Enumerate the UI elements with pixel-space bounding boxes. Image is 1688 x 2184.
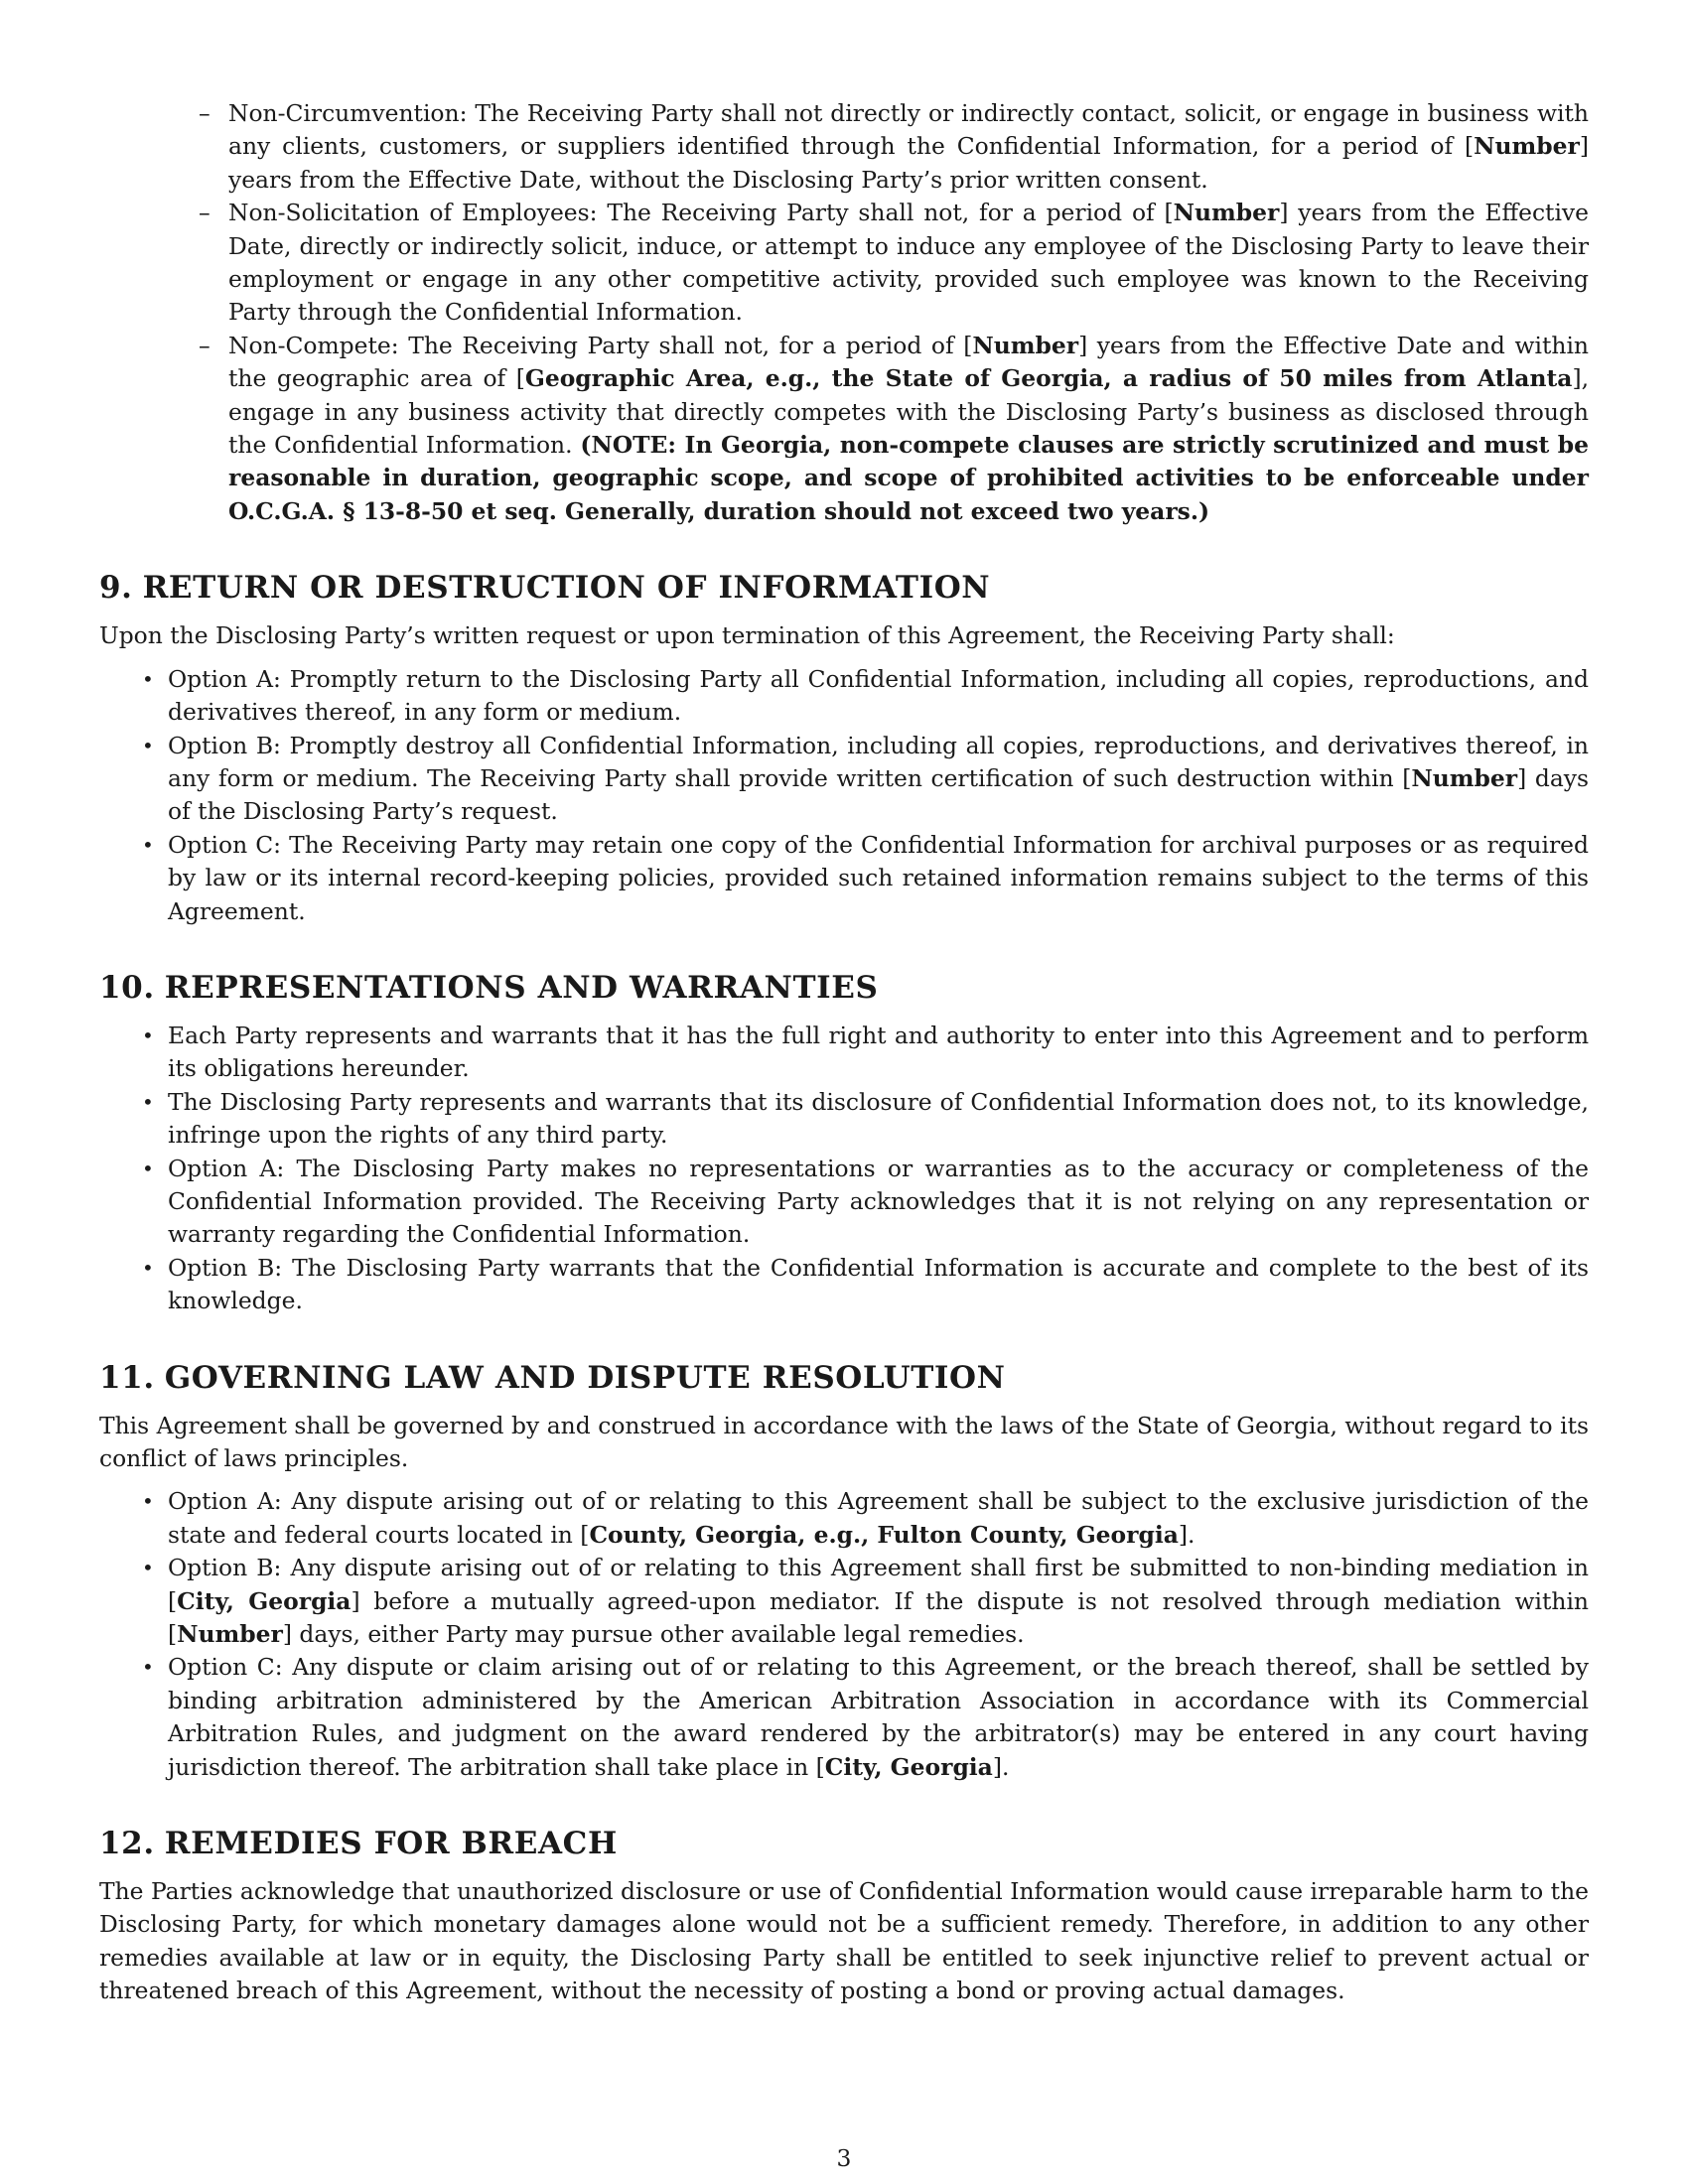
section-heading: [99, 968, 1589, 1008]
text-segment: Non-Circumvention: The Receiving Party shall not directly or indirectly contact, solicit, or engage in business with any clients, customers, or suppliers identified through the Confidential Information, for a period of [: [228, 99, 1589, 161]
bold-text: City, Georgia: [177, 1586, 352, 1615]
list-marker: •: [142, 1655, 154, 1680]
list-item: [142, 1020, 1589, 1086]
list-item: [142, 1252, 1589, 1318]
text-segment: Option A: Any dispute arising out of or relating to this Agreement shall be subject to the exclusive jurisdiction of the state and federal courts located in [: [168, 1487, 1589, 1549]
list-item: [142, 1485, 1589, 1552]
list-item: [142, 730, 1589, 829]
section-heading: [99, 1824, 1589, 1863]
section-number: 11.: [99, 1359, 155, 1396]
text-segment: Option C: Any dispute or claim arising out of or relating to this Agreement, or the breach thereof, shall be settled by binding arbitration administered by the American Arbitration Association in accordance with its Commercial Arbitration Rules, and judgment on the award rendered by the arbitrator(s) may be entered in any court having jurisdiction thereof. The arbitration shall take place in [: [168, 1653, 1589, 1781]
section-paragraph: This Agreement shall be governed by and construed in accordance with the laws of the State of Georgia, without regard to its conflict of laws principles.: [99, 1411, 1589, 1472]
bold-text: Number: [972, 331, 1079, 359]
text-segment: Each Party represents and warrants that it has the full right and authority to enter into this Agreement and to perform its obligations hereunder.: [168, 1021, 1589, 1083]
list-item: [142, 663, 1589, 730]
text-segment: ] days of the Disclosing Party’s request.: [168, 763, 1589, 826]
option-list: [99, 663, 1589, 928]
text-segment: ].: [1178, 1520, 1196, 1549]
clause-item: [199, 197, 1589, 330]
section-number: 9.: [99, 570, 133, 607]
text-segment: Option B: Any dispute arising out of or relating to this Agreement shall first be submitted to non-binding mediation in [: [168, 1554, 1589, 1615]
bold-text: Number: [1173, 199, 1280, 227]
clause-item: [199, 97, 1589, 197]
section-paragraph: Upon the Disclosing Party’s written request or upon termination of this Agreement, the Receiving Party shall:: [99, 621, 1395, 650]
list-marker: •: [142, 832, 154, 857]
text-segment: Option A: The Disclosing Party makes no representations or warranties as to the accuracy or completeness of the Confidential Information provided. The Receiving Party acknowledges that it is not relying on any representation or warranty regarding the Confidential Information.: [168, 1154, 1589, 1249]
list-marker: •: [142, 1556, 154, 1580]
text-segment: Non-Solicitation of Employees: The Receiving Party shall not, for a period of [: [228, 199, 1174, 227]
bold-text: City, Georgia: [824, 1752, 993, 1781]
section-number: 10.: [99, 969, 155, 1006]
bold-text: Number: [1474, 132, 1580, 161]
list-marker: –: [199, 331, 211, 359]
list-marker: •: [142, 733, 154, 757]
text-segment: The Disclosing Party represents and warrants that its disclosure of Confidential Information does not, to its knowledge, infringe upon the rights of any third party.: [168, 1087, 1589, 1150]
bold-text: Number: [1411, 763, 1518, 792]
section-heading: [99, 1358, 1589, 1398]
text-segment: Option A: Promptly return to the Disclosing Party all Confidential Information, including all copies, reproductions, and derivatives thereof, in any form or medium.: [168, 664, 1589, 727]
text-segment: ] before a mutually agreed-upon mediator. If the dispute is not resolved through mediation within [: [168, 1586, 1589, 1649]
list-marker: •: [142, 1156, 154, 1180]
text-segment: ].: [992, 1752, 1010, 1781]
clause-item: [199, 330, 1589, 528]
text-segment: Option C: The Receiving Party may retain one copy of the Confidential Information for archival purposes or as required by law or its internal record-keeping policies, provided such retained information remains subject to the terms of this Agreement.: [168, 830, 1589, 925]
list-marker: •: [142, 666, 154, 691]
option-list: [99, 1485, 1589, 1784]
bold-text: (NOTE: In Georgia, non-compete clauses are strictly scrutinized and must be reasonable in duration, geographic scope, and scope of prohibited activities to be enforceable under O.C.G.A. § 13-8-50 et seq. Generally, duration should not exceed two years.): [228, 431, 1589, 525]
list-item: [142, 829, 1589, 928]
bold-text: Geographic Area, e.g., the State of Georgia, a radius of 50 miles from Atlanta: [524, 364, 1573, 393]
section-heading: [99, 568, 1589, 608]
section-title: GOVERNING LAW AND DISPUTE RESOLUTION: [164, 1359, 1006, 1396]
sections-container: [99, 568, 1589, 2007]
text-segment: ], engage in any business activity that directly competes with the Disclosing Party’s business as disclosed through the Confidential Information.: [228, 364, 1589, 460]
list-item: [142, 1552, 1589, 1651]
list-item: [142, 1153, 1589, 1252]
text-segment: Non-Compete: The Receiving Party shall not, for a period of [: [228, 331, 973, 359]
restrictive-covenants-list: [99, 97, 1589, 528]
option-list: [99, 1020, 1589, 1318]
section-title: RETURN OR DESTRUCTION OF INFORMATION: [142, 570, 991, 607]
section-number: 12.: [99, 1826, 155, 1862]
list-item: [142, 1086, 1589, 1153]
text-segment: Option B: Promptly destroy all Confidential Information, including all copies, reproductions, and derivatives thereof, in any form or medium. The Receiving Party shall provide written certification of such destruction within [: [168, 731, 1589, 792]
list-marker: •: [142, 1023, 154, 1047]
list-marker: –: [199, 199, 211, 227]
section-paragraph: The Parties acknowledge that unauthorized disclosure or use of Confidential Information would cause irreparable harm to the Disclosing Party, for which monetary damages alone would not be a sufficient remedy. Therefore, in addition to any other remedies available at law or in equity, the Disclosing Party shall be entitled to seek injunctive relief to prevent actual or threatened breach of this Agreement, without the necessity of posting a bond or proving actual damages.: [99, 1877, 1589, 2005]
section-title: REPRESENTATIONS AND WARRANTIES: [164, 969, 879, 1006]
bold-text: Number: [177, 1620, 283, 1649]
text-segment: ] years from the Effective Date and within the geographic area of [: [228, 331, 1589, 393]
text-segment: ] years from the Effective Date, without the Disclosing Party’s prior written consent.: [228, 132, 1589, 194]
page-number: 3: [836, 2144, 852, 2172]
text-segment: ] days, either Party may pursue other available legal remedies.: [282, 1620, 1025, 1649]
list-marker: •: [142, 1089, 154, 1114]
bold-text: County, Georgia, e.g., Fulton County, Georgia: [589, 1520, 1179, 1549]
list-marker: •: [142, 1489, 154, 1514]
list-item: [142, 1651, 1589, 1784]
list-marker: –: [199, 99, 211, 127]
text-segment: Option B: The Disclosing Party warrants that the Confidential Information is accurate and complete to the best of its knowledge.: [168, 1253, 1589, 1315]
text-segment: ] years from the Effective Date, directly or indirectly solicit, induce, or attempt to induce any employee of the Disclosing Party to leave their employment or engage in any other competitive activity, provided such employee was known to the Receiving Party through the Confidential Information.: [228, 199, 1589, 327]
section-title: REMEDIES FOR BREACH: [164, 1826, 618, 1862]
list-marker: •: [142, 1255, 154, 1280]
